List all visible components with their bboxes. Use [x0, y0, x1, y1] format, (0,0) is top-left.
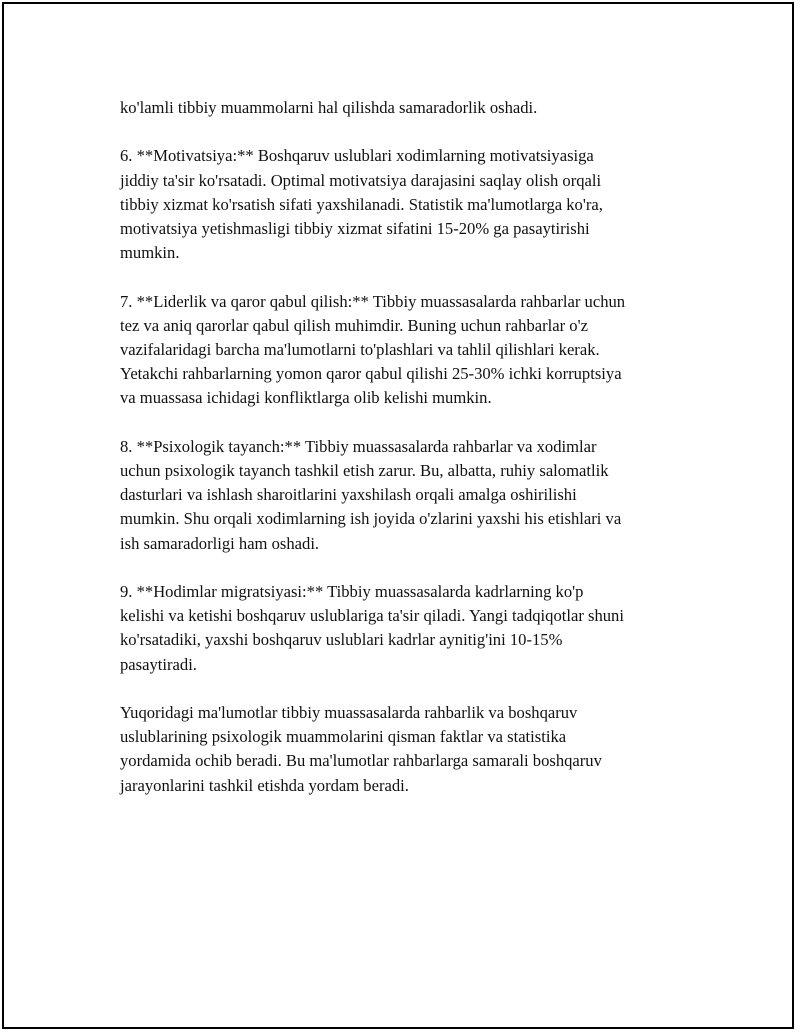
text-line: 7. **Liderlik va qaror qabul qilish:** Tibbiy muassasalarda rahbarlar uchun [120, 291, 626, 311]
paragraph-motivatsiya [120, 144, 700, 265]
text-line: va muassasa ichidagi konfliktlarga olib kelishi mumkin. [120, 388, 492, 408]
text-line: kelishi va ketishi boshqaruv uslublariga ta'sir qiladi. Yangi tadqiqotlar shuni [120, 606, 624, 626]
text-line: mumkin. Shu orqali xodimlarning ish joyida o'zlarini yaxshi his etishlari va [120, 509, 622, 529]
text-line: 8. **Psixologik tayanch:** Tibbiy muassasalarda rahbarlar va xodimlar [120, 436, 597, 456]
text-line: yordamida ochib beradi. Bu ma'lumotlar rahbarlarga samarali boshqaruv [120, 751, 602, 771]
text-line: ko'lamli tibbiy muammolarni hal qilishda samaradorlik oshadi. [120, 98, 538, 117]
text-line: vazifalaridagi barcha ma'lumotlarni to'plashlari va tahlil qilishlari kerak. [120, 340, 600, 359]
paragraph-hodimlar-migratsiyasi [120, 580, 700, 677]
text-line: pasaytiradi. [120, 654, 197, 674]
text-line: ish samaradorligi ham oshadi. [120, 533, 320, 553]
text-line: mumkin. [120, 243, 180, 263]
text-line: dasturlari va ishlash sharoitlarini yaxshilash orqali amalga oshirilishi [120, 485, 577, 505]
text-line: 6. **Motivatsiya:** Boshqaruv uslublari xodimlarning motivatsiyasiga [120, 146, 594, 166]
document-page [2, 2, 794, 1029]
text-line: uchun psixologik tayanch tashkil etish zarur. Bu, albatta, ruhiy salomatlik [120, 461, 609, 480]
text-line: jarayonlarini tashkil etishda yordam beradi. [120, 775, 409, 795]
text-line: 9. **Hodimlar migratsiyasi:** Tibbiy muassasalarda kadrlarning ko'p [120, 582, 584, 601]
text-line: jiddiy ta'sir ko'rsatadi. Optimal motivatsiya darajasini saqlay olish orqali [120, 170, 602, 190]
paragraph-psixologik-tayanch [120, 435, 700, 556]
text-line: tez va aniq qarorlar qabul qilish muhimdir. Buning uchun rahbarlar o'z [120, 315, 588, 335]
text-line: motivatsiya yetishmasligi tibbiy xizmat sifatini 15-20% ga pasaytirishi [120, 219, 590, 238]
text-line: Yetakchi rahbarlarning yomon qaror qabul qilishi 25-30% ichki korruptsiya [120, 364, 622, 384]
text-line: Yuqoridagi ma'lumotlar tibbiy muassasalarda rahbarlik va boshqaruv [120, 703, 578, 722]
paragraph-continuation [120, 96, 700, 120]
text-line: tibbiy xizmat ko'rsatish sifati yaxshilanadi. Statistik ma'lumotlarga ko'ra, [120, 194, 603, 214]
paragraph-liderlik [120, 290, 700, 411]
text-line: uslublarining psixologik muammolarini qisman faktlar va statistika [120, 727, 567, 747]
document-body [120, 96, 700, 822]
text-line: ko'rsatadiki, yaxshi boshqaruv uslublari kadrlar aynitig'ini 10-15% [120, 630, 563, 650]
paragraph-conclusion [120, 701, 700, 798]
